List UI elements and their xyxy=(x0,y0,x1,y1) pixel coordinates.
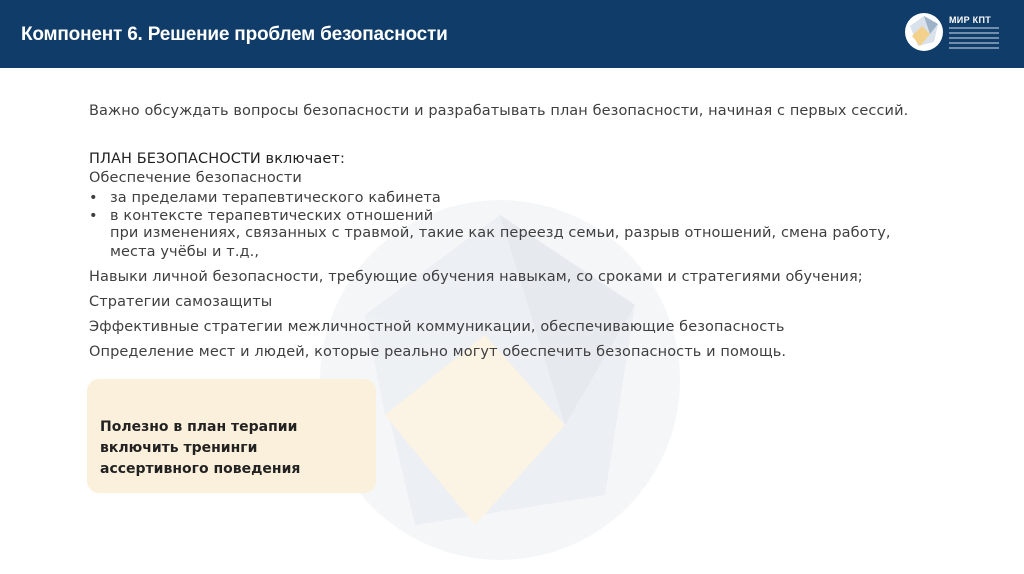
bullet-text: в контексте терапевтических отношений xyxy=(110,208,434,224)
bullet-icon: • xyxy=(89,190,98,206)
bullet-text: за пределами терапевтического кабинета xyxy=(110,190,441,206)
logo xyxy=(904,12,1014,56)
plan-subheading: Обеспечение безопасности xyxy=(89,170,302,186)
plan-heading: ПЛАН БЕЗОПАСНОСТИ включает: xyxy=(89,151,345,167)
paragraph-communication: Эффективные стратегии межличностной коммуникации, обеспечивающие безопасность xyxy=(89,319,785,335)
bullet-icon: • xyxy=(89,208,98,224)
paragraph-personal-safety: Навыки личной безопасности, требующие обучения навыкам, со сроками и стратегиями обучения; xyxy=(89,269,863,285)
logo-tagline xyxy=(949,27,999,52)
header-bar xyxy=(0,0,1024,68)
logo-text: МИР КПТ xyxy=(949,15,992,25)
list-item xyxy=(89,207,929,225)
safety-bullet-list xyxy=(89,189,929,225)
paragraph-places-people: Определение мест и людей, которые реально могут обеспечить безопасность и помощь. xyxy=(89,344,787,360)
paragraph-self-defense: Стратегии самозащиты xyxy=(89,294,273,310)
tip-text: Полезно в план терапии включить тренинги ассертивного поведения xyxy=(100,419,301,477)
list-item xyxy=(89,189,929,207)
tip-callout xyxy=(87,379,376,493)
bullet-continuation: при изменениях, связанных с травмой, такие как переезд семьи, разрыв отношений, смена работу, места учёбы и т.д., xyxy=(110,225,891,260)
globe-logo-icon xyxy=(904,12,944,52)
intro-text: Важно обсуждать вопросы безопасности и разрабатывать план безопасности, начиная с первых сессий. xyxy=(89,103,909,119)
page-title: Компонент 6. Решение проблем безопасности xyxy=(21,24,448,45)
